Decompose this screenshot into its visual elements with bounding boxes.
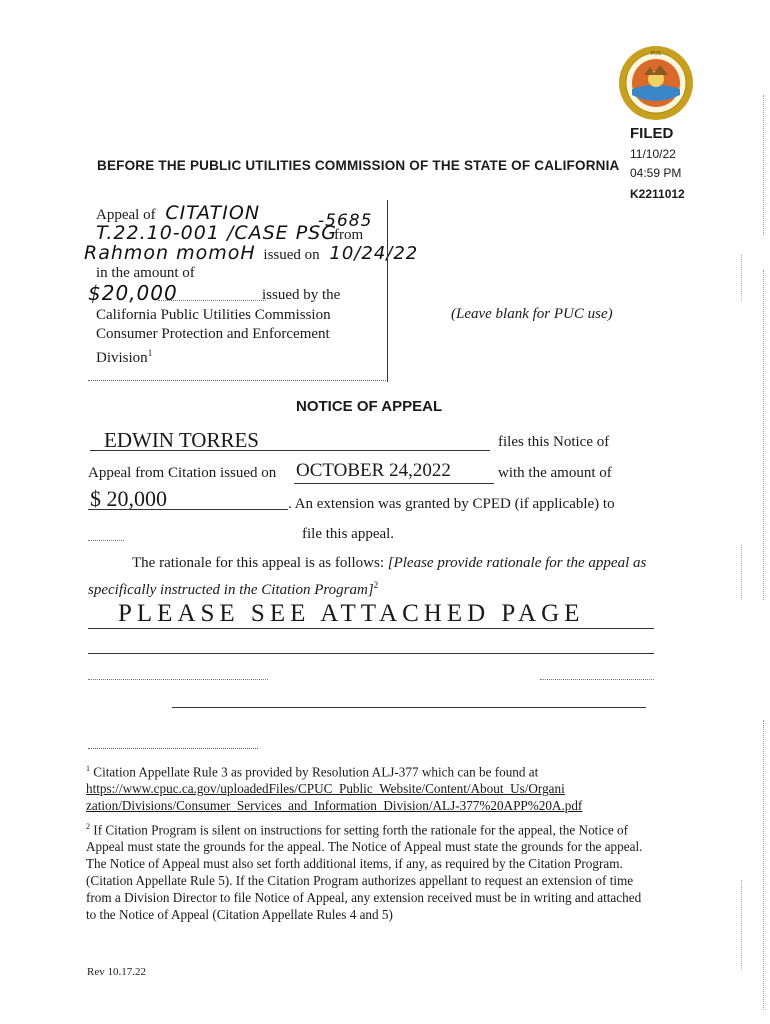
citation-number-handwritten: T.22.10-001 /CASE PSG (96, 222, 337, 244)
extension-text: . An extension was granted by CPED (if applicable) to (288, 496, 615, 512)
notice-amount-handwritten: $ 20,000 (90, 486, 167, 511)
rationale-intro: The rationale for this appeal is as follows: (132, 555, 385, 571)
appeal-of-label: Appeal of (96, 207, 156, 223)
rationale-line-2 (88, 653, 654, 654)
files-notice-text: files this Notice of (498, 434, 610, 450)
citation-date-line (294, 483, 494, 484)
footnote-1-text: Citation Appellate Rule 3 as provided by Resolution ALJ-377 which can be found at (93, 764, 539, 780)
caption-line-3: Division (96, 350, 148, 366)
footnote-1 (86, 760, 646, 814)
scan-edge-mark (763, 95, 764, 235)
caption-line-1: California Public Utilities Commission (96, 307, 331, 323)
caption-divider (387, 200, 388, 382)
scan-edge-mark (763, 270, 764, 600)
appellant-line (90, 450, 490, 451)
rationale-line-4 (172, 707, 646, 708)
svg-text:PUC: PUC (650, 51, 662, 57)
puc-use-note: (Leave blank for PUC use) (451, 306, 613, 322)
filed-label: FILED (630, 125, 674, 142)
state-seal-icon (618, 45, 694, 121)
citation-number-tail: -5685 (318, 211, 373, 231)
citation-date-handwritten: OCTOBER 24,2022 (296, 460, 451, 481)
footnote-1-link-line-2[interactable]: zation/Divisions/Consumer_Services_and_Information_Division/ALJ-377%20APP%20A.pdf (86, 798, 583, 814)
footnote-separator (88, 748, 258, 749)
scan-edge-mark (741, 545, 742, 600)
revision-label: Rev 10.17.22 (87, 966, 146, 978)
amount-handwritten: $20,000 (88, 281, 178, 305)
page-header: BEFORE THE PUBLIC UTILITIES COMMISSION OF THE STATE OF CALIFORNIA (97, 158, 620, 173)
issued-on-label: issued on (263, 247, 320, 263)
rationale-line-3 (88, 679, 268, 680)
with-amount-text: with the amount of (498, 465, 612, 481)
cited-party-handwritten: Rahmon momoH (84, 242, 256, 264)
appeal-from-text: Appeal from Citation issued on (88, 465, 277, 481)
citation-handwritten: CITATION (165, 202, 261, 224)
scan-edge-mark (741, 255, 742, 300)
in-amount-label: in the amount of (96, 265, 195, 281)
footnote-2 (86, 818, 646, 923)
rationale-handwritten: PLEASE SEE ATTACHED PAGE (118, 600, 585, 627)
footnote-1-number: 1 (86, 764, 90, 773)
scan-edge-mark (763, 720, 764, 1010)
footnote-1-link-line-1[interactable]: https://www.cpuc.ca.gov/uploadedFiles/CPUC_Public_Website/Content/About_Us/Organi (86, 781, 565, 797)
from-label: from (334, 227, 364, 243)
caption-block (84, 200, 419, 380)
issued-by-label: issued by the (262, 287, 341, 303)
rationale-instructions-2: specifically instructed in the Citation Program] (88, 582, 374, 598)
amount-line (88, 509, 288, 510)
filed-stamp (630, 124, 760, 204)
appellant-name-handwritten: EDWIN TORRES (104, 428, 259, 452)
footnote-ref-2: 2 (373, 580, 379, 590)
docket-number: K2211012 (630, 187, 685, 201)
file-appeal-text: file this appeal. (302, 526, 395, 542)
filed-date: 11/10/22 (630, 147, 676, 161)
caption-line-2: Consumer Protection and Enforcement (96, 326, 330, 342)
footnote-2-number: 2 (86, 822, 90, 831)
issued-date-handwritten: 10/24/22 (329, 243, 419, 264)
rationale-instructions-1: [Please provide rationale for the appeal as (387, 555, 647, 571)
footnote-ref-1: 1 (147, 348, 153, 358)
caption-bottom-rule (88, 380, 386, 381)
scan-edge-mark (741, 880, 742, 970)
filed-time: 04:59 PM (630, 166, 682, 180)
notice-title: NOTICE OF APPEAL (296, 398, 443, 415)
rationale-line-1 (88, 628, 654, 629)
footnote-2-text: If Citation Program is silent on instructions for setting forth the rationale for the appeal, the Notice of Appeal must state the grounds for the appeal. The Notice of Appeal must state the grounds for the appeal. The Notice of Appeal must also set forth additional items, if any, as required by the Citation Program. (Citation Appellate Rule 5). If the Citation Program authorizes appellant to request an extension of time from a Division Director to file Notice of Appeal, any extension received must be in writing and attached to the Notice of Appeal (Citation Appellate Rules 4 and 5) (86, 822, 643, 923)
